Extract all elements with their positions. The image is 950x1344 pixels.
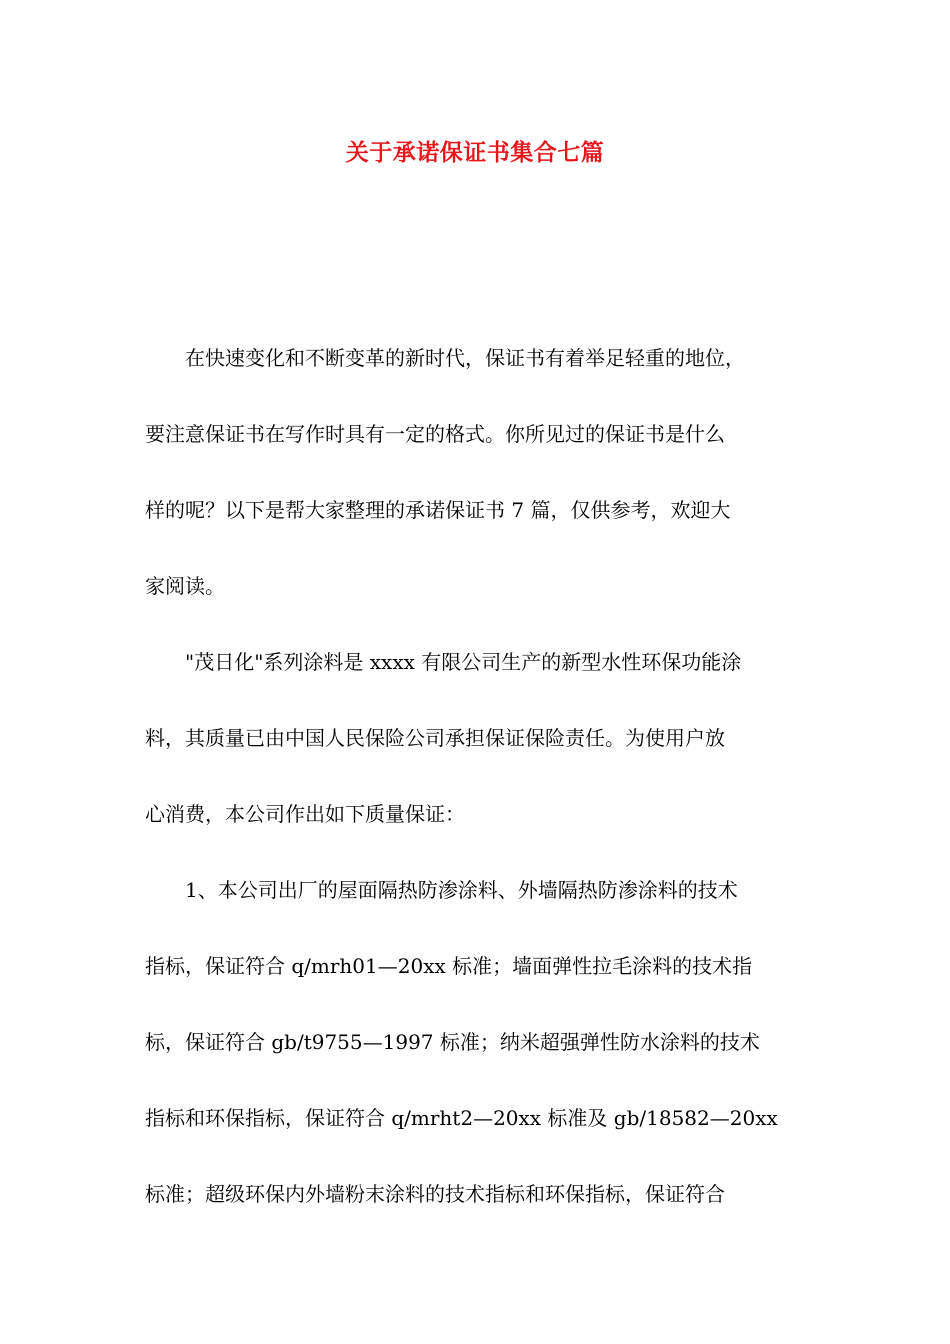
paragraph-line: 心消费，本公司作出如下质量保证： <box>145 802 465 826</box>
paragraph-line: 标，保证符合 gb/t9755—1997 标准；纳米超强弹性防水涂料的技术 <box>145 1030 760 1054</box>
document-body <box>145 320 810 1232</box>
paragraph-line: 标准；超级环保内外墙粉末涂料的技术指标和环保指标，保证符合 <box>145 1182 725 1206</box>
paragraph-line: 在快速变化和不断变革的新时代，保证书有着举足轻重的地位， <box>185 346 745 370</box>
paragraph-line: 样的呢？以下是帮大家整理的承诺保证书 7 篇，仅供参考，欢迎大 <box>145 498 731 522</box>
paragraph-line: 指标和环保指标，保证符合 q/mrht2—20xx 标准及 gb/18582—20xx <box>145 1106 778 1130</box>
paragraph-line: "茂日化"系列涂料是 xxxx 有限公司生产的新型水性环保功能涂 <box>185 650 742 674</box>
paragraph-item-1 <box>145 852 810 1232</box>
paragraph-product-guarantee <box>145 624 810 852</box>
document-title: 关于承诺保证书集合七篇 <box>345 139 605 166</box>
paragraph-line: 指标，保证符合 q/mrh01—20xx 标准；墙面弹性拉毛涂料的技术指 <box>145 954 753 978</box>
paragraph-line: 要注意保证书在写作时具有一定的格式。你所见过的保证书是什么 <box>145 422 725 446</box>
paragraph-line: 1、本公司出厂的屋面隔热防渗涂料、外墙隔热防渗涂料的技术 <box>185 878 738 902</box>
paragraph-line: 料，其质量已由中国人民保险公司承担保证保险责任。为使用户放 <box>145 726 725 750</box>
paragraph-intro <box>145 320 810 624</box>
paragraph-line: 家阅读。 <box>145 574 225 598</box>
